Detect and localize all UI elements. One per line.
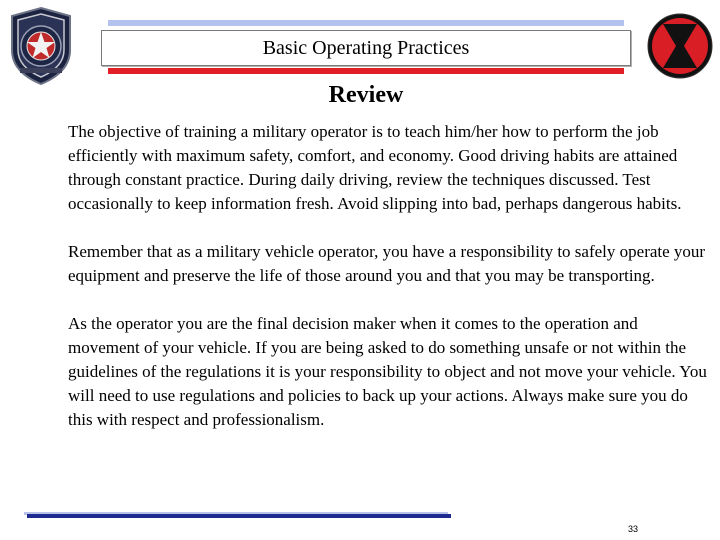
left-emblem-icon xyxy=(6,6,76,86)
section-heading: Review xyxy=(328,82,404,108)
page-number: 33 xyxy=(628,524,639,534)
body-text xyxy=(68,120,708,456)
footer-bar xyxy=(27,514,451,518)
division-hourglass-icon xyxy=(646,12,714,80)
paragraph-3: As the operator you are the final decision maker when it comes to the operation and movement of your vehicle. If you are being asked to do something unsafe or not within the guidelines of the regulations it is your responsibility to object and not move your vehicle. You will need to use regulations and policies to back up your actions. Always make sure you do this with respect and professionalism. xyxy=(68,314,707,429)
paragraph-1: The objective of training a military operator is to teach him/her how to perform the job efficiently with maximum safety, comfort, and economy. Good driving habits are attained through constant practice. During daily driving, review the techniques discussed. Test occasionally to keep information fresh. Avoid slipping into bad, perhaps dangerous habits. xyxy=(68,122,682,213)
header-bottom-bar xyxy=(108,68,624,74)
title-box xyxy=(101,30,631,66)
paragraph-2: Remember that as a military vehicle operator, you have a responsibility to safely operate your equipment and preserve the life of those around you and that you may be transporting. xyxy=(68,242,706,285)
header-top-bar xyxy=(108,20,624,26)
page-title: Basic Operating Practices xyxy=(262,36,470,59)
